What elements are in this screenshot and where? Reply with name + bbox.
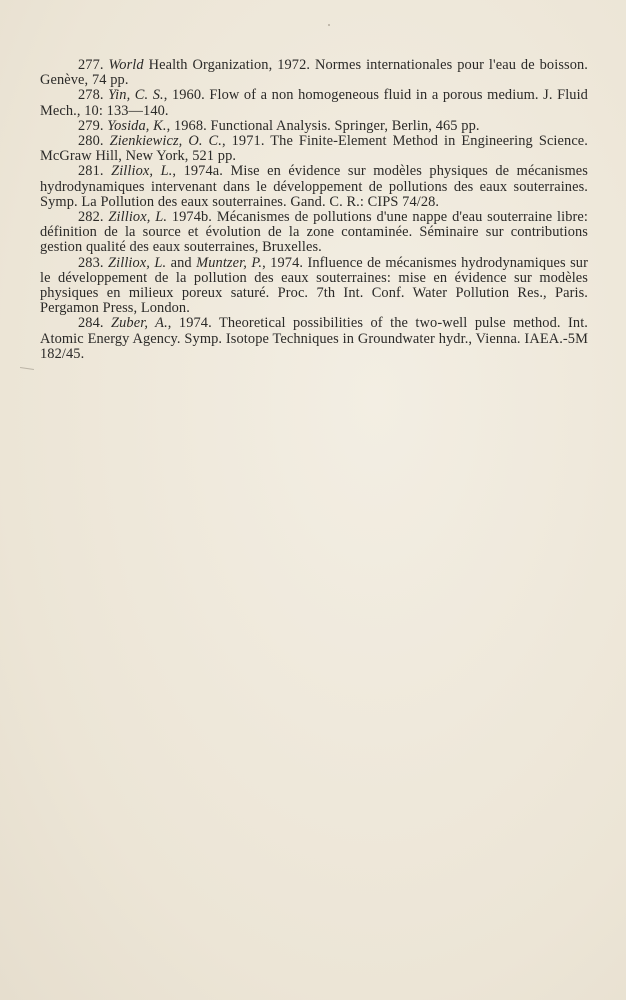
reference-text: , 1971. The Finite-Element Method in Engineering Science. McGraw Hill, New York, 521 pp. [40, 133, 588, 165]
reference-author: Zienkiewicz, O. C. [109, 133, 222, 150]
reference-number: 283. [78, 254, 104, 271]
reference-number: 282. [78, 209, 104, 226]
reference-number: 280. [78, 133, 104, 150]
page-speck [328, 24, 330, 26]
reference-281 [40, 164, 588, 210]
reference-text: , 1974a. Mise en évidence sur modèles physiques de mécanismes hydrodynamiques intervenant dans le développement de pollutions des eaux souterraines. Symp. La Pollution des eaux souterraines. Gand. C. R.: CIPS 74/28. [40, 163, 588, 210]
reference-author: Zilliox, L. [108, 209, 168, 226]
reference-author: Zilliox, L. [111, 163, 173, 180]
reference-text: 1974b. Mécanismes de pollutions d'une nappe d'eau souterraine libre: définition de la source et évolution de la zone contaminée. Séminaire sur contributions gestion qualité des eaux souterraines, Bruxelles. [40, 209, 588, 256]
reference-author: Yosida, K. [107, 117, 167, 134]
reference-text: , 1960. Flow of a non homogeneous fluid in a porous medium. J. Fluid Mech., 10: 133—140. [40, 87, 588, 119]
reference-coauthor: Muntzer, P. [196, 254, 263, 271]
reference-number: 281. [78, 163, 104, 180]
reference-number: 278. [78, 87, 104, 104]
reference-text: , 1974. Theoretical possibilities of the two-well pulse method. Int. Atomic Energy Agency. Symp. Isotope Techniques in Groundwater hydr., Vienna. IAEA.-5M 182/45. [40, 315, 588, 362]
reference-joiner: and [166, 254, 197, 271]
reference-282 [40, 210, 588, 256]
reference-text: , 1974. Influence de mécanismes hydrodynamiques sur le développement de la pollution des eaux souterraines: mise en évidence sur modèles physiques en milieux poreux saturé. Proc. 7th Int. Conf. Water Pollution Res., Paris. Pergamon Press, London. [40, 254, 588, 317]
reference-283 [40, 256, 588, 317]
reference-text: , 1968. Functional Analysis. Springer, Berlin, 465 pp. [166, 117, 480, 134]
reference-number: 279. [78, 117, 104, 134]
reference-number: 277. [78, 57, 104, 73]
reference-list [40, 58, 588, 362]
reference-284 [40, 316, 588, 362]
reference-author: Yin, C. S. [108, 87, 164, 104]
reference-number: 284. [78, 315, 104, 332]
reference-author: Zilliox, L. [108, 254, 167, 271]
reference-279 [40, 119, 588, 134]
page-mark [20, 367, 34, 370]
reference-author: Zuber, A. [111, 315, 168, 332]
reference-text: Health Organization, 1972. Normes internationales pour l'eau de boisson. Genève, 74 pp. [40, 57, 589, 89]
reference-author: World [108, 57, 144, 73]
reference-278 [40, 88, 588, 118]
reference-277 [40, 58, 588, 88]
reference-280 [40, 134, 588, 164]
